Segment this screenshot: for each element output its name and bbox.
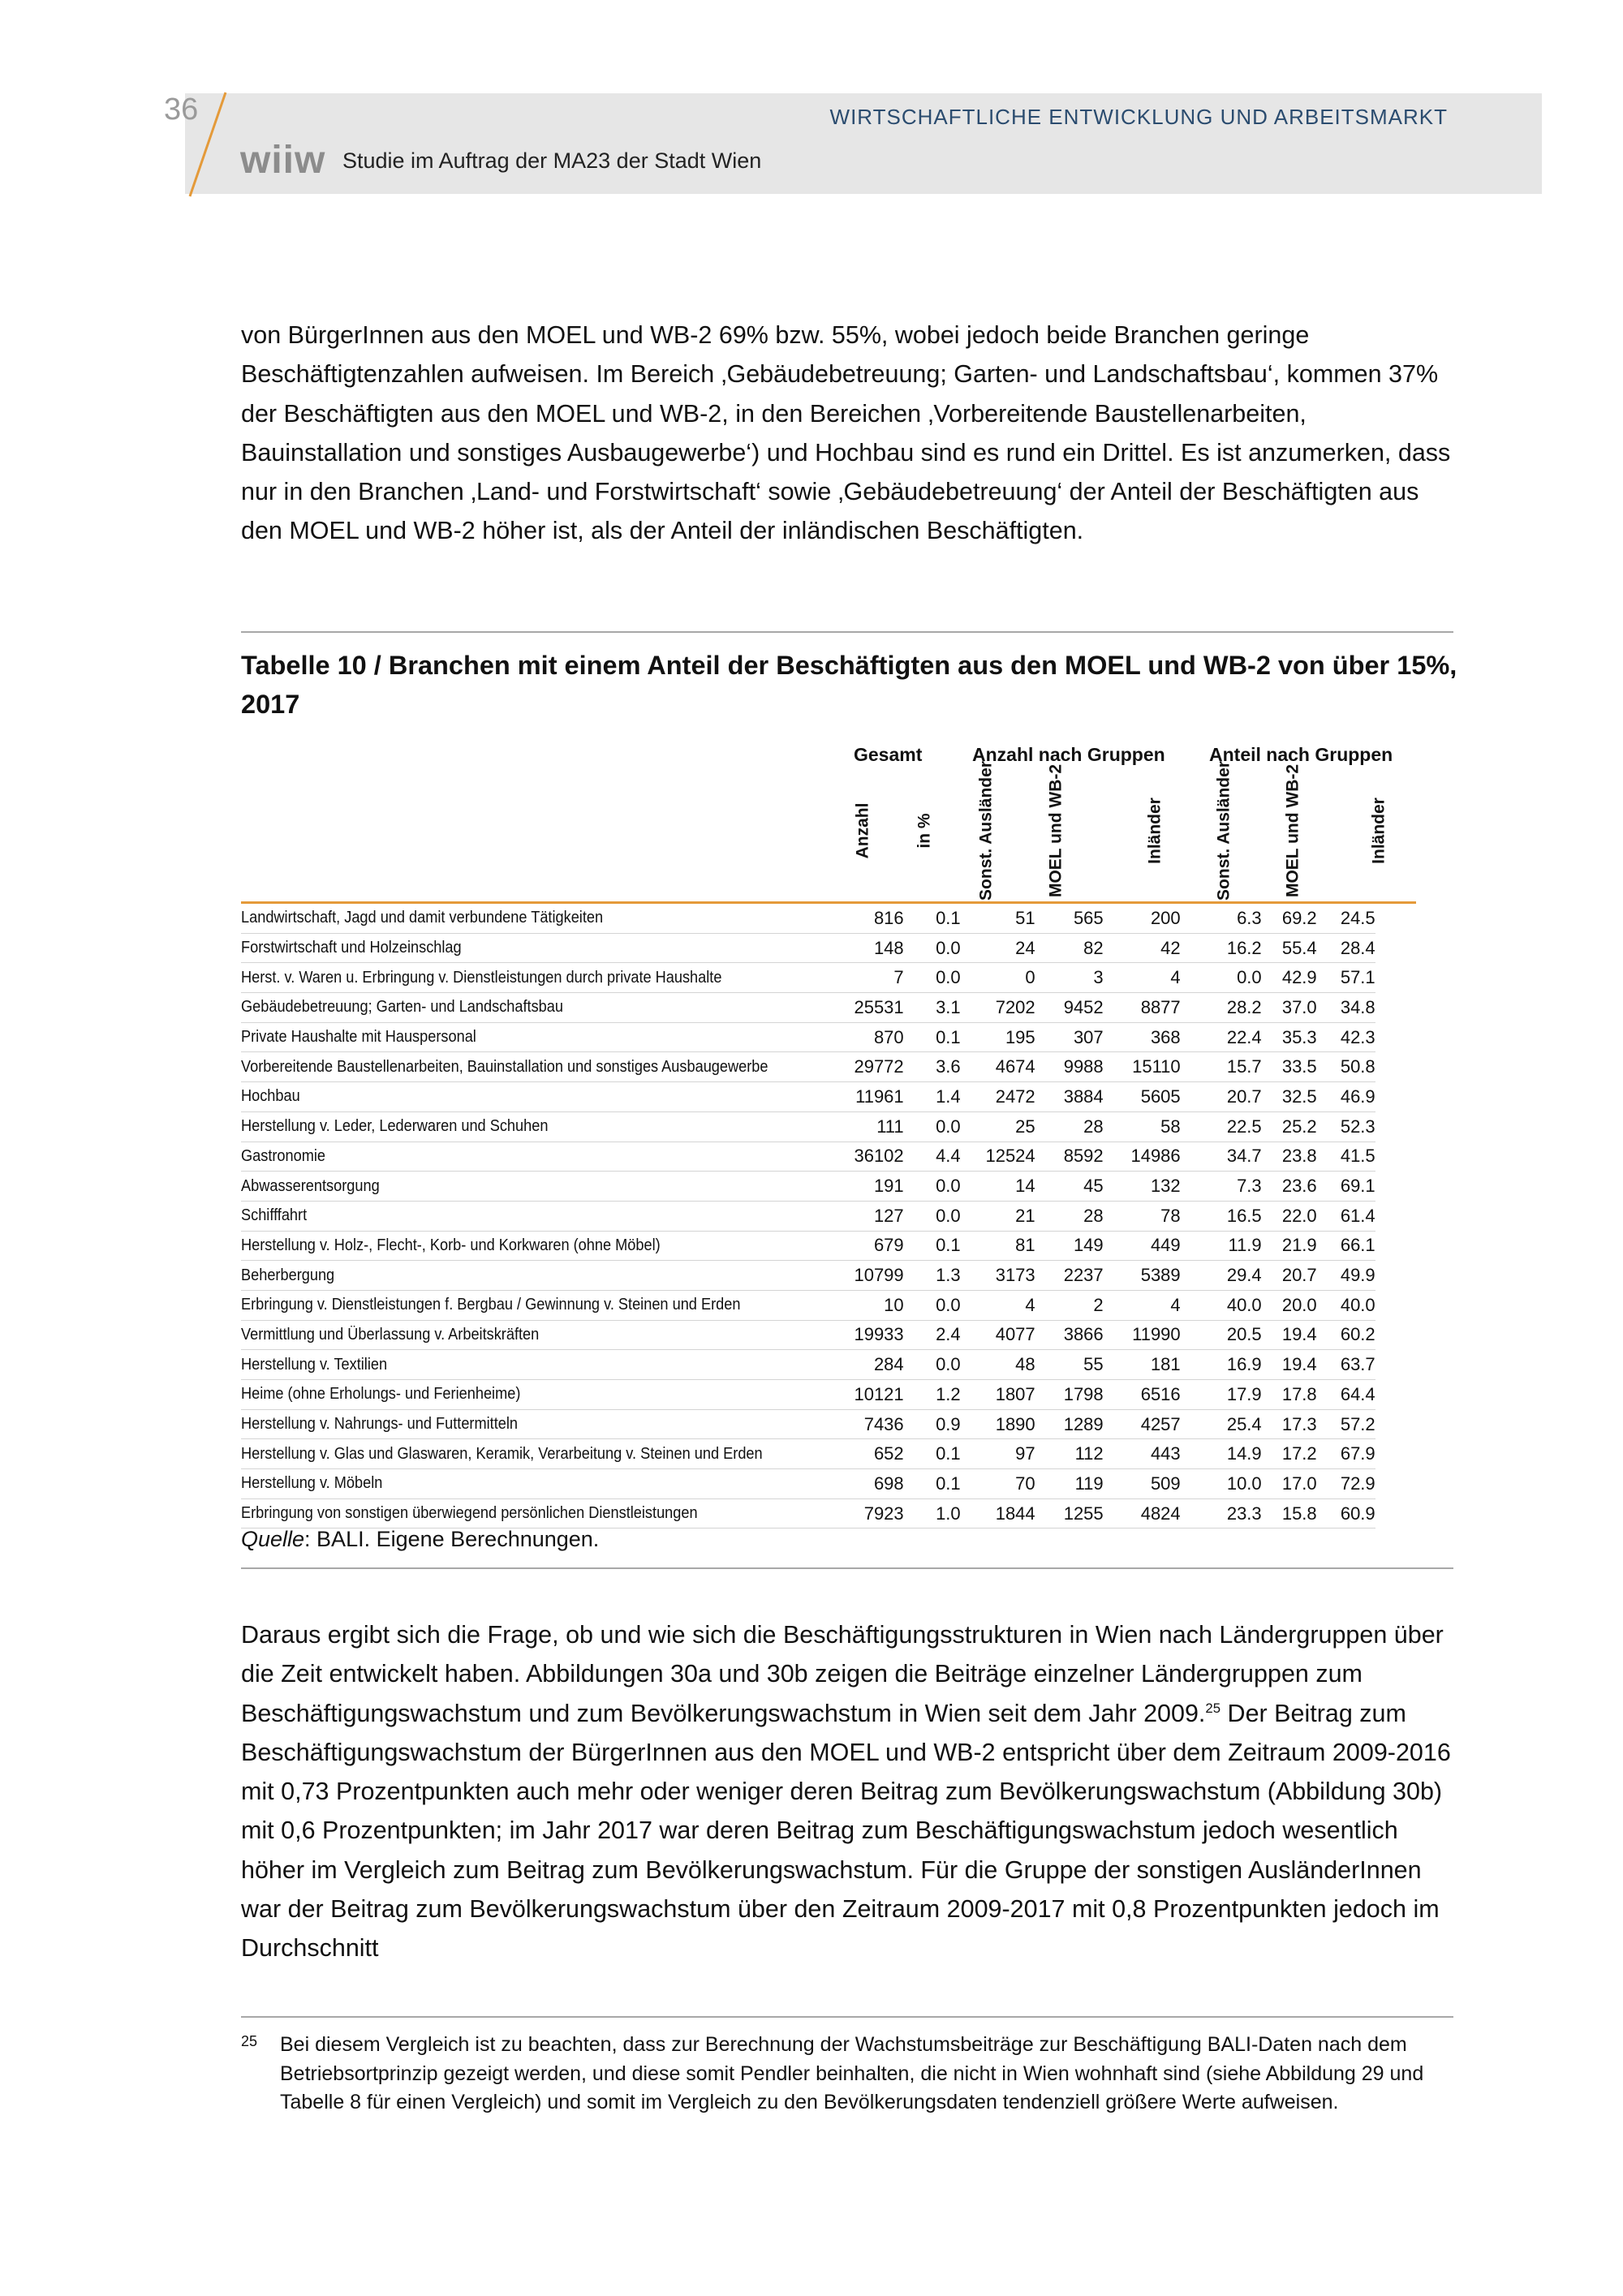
table-cell: 0.1	[904, 1469, 961, 1499]
table-cell: 9988	[1035, 1052, 1104, 1082]
row-label-text: Herstellung v. Nahrungs- und Futtermitteln	[241, 1415, 518, 1434]
table-cell: 443	[1104, 1439, 1181, 1469]
row-label-text: Herstellung v. Glas und Glaswaren, Keramik, Verarbeitung v. Steinen und Erden	[241, 1444, 763, 1463]
table-row	[241, 1498, 1375, 1529]
table-cell: 55.4	[1262, 933, 1317, 963]
column-header-label: Anzahl	[853, 802, 872, 859]
column-header	[1266, 763, 1319, 898]
table-cell: 0.1	[904, 1022, 961, 1052]
row-label	[241, 1350, 827, 1380]
table-cell: 32.5	[1262, 1082, 1317, 1112]
table-cell: 17.2	[1262, 1439, 1317, 1469]
body-paragraph-2	[241, 1615, 1453, 1968]
table-cell: 15.8	[1262, 1498, 1317, 1529]
table-cell: 4674	[961, 1052, 1035, 1082]
table-cell: 1.3	[904, 1261, 961, 1291]
group-header-anteil: Anteil nach Gruppen	[1209, 744, 1393, 765]
table-cell: 509	[1104, 1469, 1181, 1499]
table-cell: 23.8	[1262, 1142, 1317, 1172]
header-section-title: WIRTSCHAFTLICHE ENTWICKLUNG UND ARBEITSMARKT	[829, 105, 1448, 129]
table-row	[241, 904, 1375, 933]
table-cell: 368	[1104, 1022, 1181, 1052]
table-cell: 816	[827, 904, 904, 933]
table-cell: 41.5	[1317, 1142, 1375, 1172]
footnote-number: 25	[241, 2033, 258, 2049]
row-label	[241, 1290, 827, 1320]
table-cell: 34.7	[1181, 1142, 1262, 1172]
table-cell: 66.1	[1317, 1231, 1375, 1261]
column-header-label: Sonst. Ausländer	[1214, 761, 1233, 901]
table-cell: 97	[961, 1439, 1035, 1469]
row-label	[241, 1320, 827, 1350]
source-label: Quelle	[241, 1527, 305, 1551]
table-cell: 1.2	[904, 1380, 961, 1410]
table-cell: 63.7	[1317, 1350, 1375, 1380]
table-cell: 7.3	[1181, 1172, 1262, 1202]
table-cell: 69.1	[1317, 1172, 1375, 1202]
table-cell: 10	[827, 1290, 904, 1320]
table-cell: 11.9	[1181, 1231, 1262, 1261]
table-cell: 3866	[1035, 1320, 1104, 1350]
table-row	[241, 1409, 1375, 1439]
table-cell: 181	[1104, 1350, 1181, 1380]
row-label-text: Beherbergung	[241, 1266, 335, 1284]
paragraph-2-part-2: Der Beitrag zum Beschäftigungswachstum der BürgerInnen aus den MOEL und WB-2 entspricht über dem Zeitraum 2009-2016 mit 0,73 Prozentpunkten auch mehr oder weniger deren Beitrag zum Bevölkerungswachstum (Abbildung 30b) mit 0,6 Prozentpunkten; im Jahr 2017 war deren Beitrag zum Beschäftigungswachstum jedoch wesentlich höher im Vergleich zum Beitrag zum Bevölkerungswachstum. Für die Gruppe der sonstigen AusländerInnen war der Beitrag zum Bevölkerungswachstum über den Zeitraum 2009-2017 mit 0,8 Prozentpunkten jedoch im Durchschnitt	[241, 1699, 1451, 1963]
table-cell: 22.5	[1181, 1111, 1262, 1142]
column-header-label: in %	[915, 813, 934, 849]
table-cell: 679	[827, 1231, 904, 1261]
table-cell: 0.0	[904, 1172, 961, 1202]
column-header	[1352, 777, 1406, 884]
column-header	[1197, 761, 1251, 901]
table-cell: 60.9	[1317, 1498, 1375, 1529]
table-cell: 78	[1104, 1201, 1181, 1231]
table-cell: 565	[1035, 904, 1104, 933]
row-label	[241, 933, 827, 963]
row-label	[241, 993, 827, 1023]
table-cell: 42.9	[1262, 963, 1317, 993]
table-cell: 81	[961, 1231, 1035, 1261]
row-label-text: Vermittlung und Überlassung v. Arbeitskräften	[241, 1325, 540, 1344]
table-cell: 284	[827, 1350, 904, 1380]
row-label	[241, 1142, 827, 1172]
row-label-text: Gastronomie	[241, 1146, 326, 1165]
table-row	[241, 1350, 1375, 1380]
table-cell: 15.7	[1181, 1052, 1262, 1082]
table-cell: 12524	[961, 1142, 1035, 1172]
table-cell: 307	[1035, 1022, 1104, 1052]
table-cell: 111	[827, 1111, 904, 1142]
table-row	[241, 933, 1375, 963]
table-cell: 200	[1104, 904, 1181, 933]
table-cell: 3.6	[904, 1052, 961, 1082]
table-cell: 25531	[827, 993, 904, 1023]
table-cell: 127	[827, 1201, 904, 1231]
table-cell: 7202	[961, 993, 1035, 1023]
table-row	[241, 1320, 1375, 1350]
table-cell: 17.9	[1181, 1380, 1262, 1410]
table-cell: 17.0	[1262, 1469, 1317, 1499]
table-cell: 33.5	[1262, 1052, 1317, 1082]
table-cell: 0.9	[904, 1409, 961, 1439]
table-cell: 4077	[961, 1320, 1035, 1350]
table-cell: 40.0	[1317, 1290, 1375, 1320]
table-cell: 0	[961, 963, 1035, 993]
table-cell: 49.9	[1317, 1261, 1375, 1291]
table-title: Tabelle 10 / Branchen mit einem Anteil der Beschäftigten aus den MOEL und WB-2 von über 15%, 2017	[241, 651, 1457, 719]
table-cell: 25.2	[1262, 1111, 1317, 1142]
table-cell: 28	[1035, 1111, 1104, 1142]
paragraph-2-part-1: Daraus ergibt sich die Frage, ob und wie sich die Beschäftigungsstrukturen in Wien nach Ländergruppen über die Zeit entwickelt haben. Abbildungen 30a und 30b zeigen die Beiträge einzelner Ländergruppen zum Beschäftigungswachstum und zum Bevölkerungswachstum in Wien seit dem Jahr 2009.	[241, 1621, 1444, 1727]
column-header-label: Sonst. Ausländer	[976, 761, 996, 901]
table-cell: 24	[961, 933, 1035, 963]
table-cell: 25.4	[1181, 1409, 1262, 1439]
table-row	[241, 1231, 1375, 1261]
table-bottom-rule	[241, 1567, 1453, 1569]
row-label-text: Herstellung v. Holz-, Flecht-, Korb- und Korkwaren (ohne Möbel)	[241, 1236, 661, 1254]
table-cell: 1798	[1035, 1380, 1104, 1410]
row-label-text: Herst. v. Waren u. Erbringung v. Dienstleistungen durch private Haushalte	[241, 968, 722, 987]
row-label	[241, 1082, 827, 1112]
table-cell: 195	[961, 1022, 1035, 1052]
row-label-text: Landwirtschaft, Jagd und damit verbundene Tätigkeiten	[241, 909, 604, 927]
table-cell: 48	[961, 1350, 1035, 1380]
table-cell: 14986	[1104, 1142, 1181, 1172]
table-cell: 72.9	[1317, 1469, 1375, 1499]
table-cell: 36102	[827, 1142, 904, 1172]
column-header-label: Inländer	[1145, 798, 1165, 864]
table-cell: 1890	[961, 1409, 1035, 1439]
table-row	[241, 1290, 1375, 1320]
table-cell: 64.4	[1317, 1380, 1375, 1410]
table-cell: 29.4	[1181, 1261, 1262, 1291]
table-cell: 132	[1104, 1172, 1181, 1202]
table-cell: 2	[1035, 1290, 1104, 1320]
table-cell: 22.0	[1262, 1201, 1317, 1231]
table-cell: 55	[1035, 1350, 1104, 1380]
table-cell: 20.7	[1262, 1261, 1317, 1291]
table-row	[241, 1469, 1375, 1499]
table-row	[241, 1439, 1375, 1469]
table-cell: 2.4	[904, 1320, 961, 1350]
footnote-text: Bei diesem Vergleich ist zu beachten, dass zur Berechnung der Wachstumsbeiträge zur Beschäftigung BALI-Daten nach dem Betriebsortprinzip gezeigt werden, und diese somit Pendler beinhalten, die nicht in Wien wohnhaft sind (siehe Abbildung 29 und Tabelle 8 für einen Vergleich) und somit im Vergleich zu den Bevölkerungsdaten tendenziell größere Werte aufweisen.	[280, 2033, 1424, 2113]
source-text: : BALI. Eigene Berechnungen.	[304, 1527, 600, 1551]
table-cell: 119	[1035, 1469, 1104, 1499]
table-cell: 4824	[1104, 1498, 1181, 1529]
table-cell: 20.5	[1181, 1320, 1262, 1350]
table-cell: 60.2	[1317, 1320, 1375, 1350]
table-cell: 42	[1104, 933, 1181, 963]
row-label	[241, 1111, 827, 1142]
table-row	[241, 1201, 1375, 1231]
page-number: 36	[164, 92, 199, 127]
table-top-rule	[241, 631, 1453, 633]
table-cell: 61.4	[1317, 1201, 1375, 1231]
row-label-text: Erbringung von sonstigen überwiegend persönlichen Dienstleistungen	[241, 1504, 698, 1523]
table-cell: 191	[827, 1172, 904, 1202]
column-header-label: MOEL und WB-2	[1283, 763, 1302, 898]
row-label	[241, 1022, 827, 1052]
table-cell: 45	[1035, 1172, 1104, 1202]
table-cell: 20.7	[1181, 1082, 1262, 1112]
table-cell: 3173	[961, 1261, 1035, 1291]
table-cell: 52.3	[1317, 1111, 1375, 1142]
table-cell: 19.4	[1262, 1350, 1317, 1380]
table-cell: 0.0	[1181, 963, 1262, 993]
row-label-text: Heime (ohne Erholungs- und Ferienheime)	[241, 1385, 521, 1404]
table-cell: 0.0	[904, 1350, 961, 1380]
table-cell: 0.0	[904, 963, 961, 993]
table-cell: 8877	[1104, 993, 1181, 1023]
row-label-text: Gebäudebetreuung; Garten- und Landschaftsbau	[241, 998, 563, 1017]
table-cell: 7923	[827, 1498, 904, 1529]
table-cell: 0.0	[904, 1111, 961, 1142]
row-label	[241, 1409, 827, 1439]
table-cell: 40.0	[1181, 1290, 1262, 1320]
table-cell: 70	[961, 1469, 1035, 1499]
table-cell: 2472	[961, 1082, 1035, 1112]
table-cell: 11990	[1104, 1320, 1181, 1350]
table-cell: 25	[961, 1111, 1035, 1142]
table-cell: 4	[961, 1290, 1035, 1320]
table-cell: 10799	[827, 1261, 904, 1291]
table-cell: 7	[827, 963, 904, 993]
table-cell: 46.9	[1317, 1082, 1375, 1112]
table-cell: 4	[1104, 1290, 1181, 1320]
table-cell: 22.4	[1181, 1022, 1262, 1052]
table-cell: 14	[961, 1172, 1035, 1202]
table-row	[241, 963, 1375, 993]
table-cell: 19.4	[1262, 1320, 1317, 1350]
row-label	[241, 904, 827, 933]
row-label-text: Vorbereitende Baustellenarbeiten, Bauinstallation und sonstiges Ausbaugewerbe	[241, 1057, 768, 1076]
table-cell: 870	[827, 1022, 904, 1052]
table-cell: 0.1	[904, 904, 961, 933]
table-row	[241, 1172, 1375, 1202]
table-cell: 1.0	[904, 1498, 961, 1529]
wiiw-logo: wiiw	[240, 139, 326, 182]
table-cell: 28.4	[1317, 933, 1375, 963]
body-paragraph-1: von BürgerInnen aus den MOEL und WB-2 69% bzw. 55%, wobei jedoch beide Branchen geringe Beschäftigtenzahlen aufweisen. Im Bereich ‚Gebäudebetreuung; Garten- und Landschaftsbau‘, kommen 37% der Beschäftigten aus den MOEL und WB-2, in den Bereichen ‚Vorbereitende Baustellenarbeiten, Bauinstallation und sonstiges Ausbaugewerbe‘) und Hochbau sind es rund ein Drittel. Es ist anzumerken, dass nur in den Branchen ‚Land- und Forstwirtschaft‘ sowie ‚Gebäudebetreuung‘ der Anteil der Beschäftigten aus den MOEL und WB-2 höher ist, als der Anteil der inländischen Beschäftigten.	[241, 321, 1451, 545]
column-header	[1128, 777, 1182, 884]
table-cell: 148	[827, 933, 904, 963]
table-row	[241, 1142, 1375, 1172]
table-source	[241, 1527, 599, 1552]
table-cell: 7436	[827, 1409, 904, 1439]
table-row	[241, 1380, 1375, 1410]
row-label-text: Herstellung v. Leder, Lederwaren und Schuhen	[241, 1117, 549, 1136]
table-cell: 0.0	[904, 1290, 961, 1320]
row-label-text: Abwasserentsorgung	[241, 1176, 380, 1195]
table-cell: 0.1	[904, 1439, 961, 1469]
table-cell: 37.0	[1262, 993, 1317, 1023]
table-cell: 19933	[827, 1320, 904, 1350]
table-cell: 23.6	[1262, 1172, 1317, 1202]
row-label-text: Hochbau	[241, 1087, 300, 1106]
column-header	[1029, 763, 1083, 898]
table-cell: 6516	[1104, 1380, 1181, 1410]
row-label	[241, 1498, 827, 1529]
table-cell: 5389	[1104, 1261, 1181, 1291]
table-cell: 16.2	[1181, 933, 1262, 963]
table-cell: 28.2	[1181, 993, 1262, 1023]
table-cell: 3.1	[904, 993, 961, 1023]
row-label	[241, 1172, 827, 1202]
table-cell: 29772	[827, 1052, 904, 1082]
table-cell: 24.5	[1317, 904, 1375, 933]
table-cell: 16.5	[1181, 1201, 1262, 1231]
table-cell: 5605	[1104, 1082, 1181, 1112]
table-cell: 1844	[961, 1498, 1035, 1529]
table-cell: 58	[1104, 1111, 1181, 1142]
table-cell: 1.4	[904, 1082, 961, 1112]
table-cell: 698	[827, 1469, 904, 1499]
table-cell: 0.0	[904, 933, 961, 963]
table-cell: 449	[1104, 1231, 1181, 1261]
row-label	[241, 1231, 827, 1261]
table-cell: 2237	[1035, 1261, 1104, 1291]
table-row	[241, 993, 1375, 1023]
row-label-text: Herstellung v. Textilien	[241, 1355, 388, 1374]
group-header-anzahl: Anzahl nach Gruppen	[972, 744, 1165, 765]
table-cell: 11961	[827, 1082, 904, 1112]
footnote-separator	[241, 2016, 1453, 2018]
table-cell: 6.3	[1181, 904, 1262, 933]
table-row	[241, 1111, 1375, 1142]
footnote-reference[interactable]: 25	[1205, 1700, 1221, 1716]
table-cell: 4	[1104, 963, 1181, 993]
table-cell: 42.3	[1317, 1022, 1375, 1052]
table-cell: 1289	[1035, 1409, 1104, 1439]
row-label-text: Herstellung v. Möbeln	[241, 1474, 383, 1493]
table-cell: 3	[1035, 963, 1104, 993]
table-cell: 14.9	[1181, 1439, 1262, 1469]
table-cell: 0.0	[904, 1201, 961, 1231]
table-row	[241, 1261, 1375, 1291]
table-cell: 0.1	[904, 1231, 961, 1261]
table-cell: 9452	[1035, 993, 1104, 1023]
table-cell: 652	[827, 1439, 904, 1469]
table-cell: 50.8	[1317, 1052, 1375, 1082]
table-cell: 35.3	[1262, 1022, 1317, 1052]
table-cell: 23.3	[1181, 1498, 1262, 1529]
header-subtitle: Studie im Auftrag der MA23 der Stadt Wien	[342, 148, 762, 173]
column-header	[836, 777, 889, 884]
table-cell: 1807	[961, 1380, 1035, 1410]
row-label	[241, 1201, 827, 1231]
group-header-gesamt: Gesamt	[854, 744, 923, 765]
row-label	[241, 963, 827, 993]
table-cell: 10.0	[1181, 1469, 1262, 1499]
row-label	[241, 1439, 827, 1469]
column-header	[959, 761, 1013, 901]
table-cell: 17.8	[1262, 1380, 1317, 1410]
table-cell: 3884	[1035, 1082, 1104, 1112]
table-cell: 82	[1035, 933, 1104, 963]
table-cell: 28	[1035, 1201, 1104, 1231]
table-cell: 15110	[1104, 1052, 1181, 1082]
table-cell: 1255	[1035, 1498, 1104, 1529]
table-cell: 4.4	[904, 1142, 961, 1172]
table-row	[241, 1052, 1375, 1082]
row-label	[241, 1261, 827, 1291]
table-cell: 8592	[1035, 1142, 1104, 1172]
row-label-text: Schifffahrt	[241, 1206, 308, 1225]
table-cell: 20.0	[1262, 1290, 1317, 1320]
table-row	[241, 1082, 1375, 1112]
table-cell: 149	[1035, 1231, 1104, 1261]
table-cell: 57.2	[1317, 1409, 1375, 1439]
table-cell: 34.8	[1317, 993, 1375, 1023]
table-cell: 17.3	[1262, 1409, 1317, 1439]
table-row	[241, 1022, 1375, 1052]
table-cell: 21	[961, 1201, 1035, 1231]
table-cell: 51	[961, 904, 1035, 933]
row-label-text: Private Haushalte mit Hauspersonal	[241, 1028, 476, 1047]
row-label-text: Erbringung v. Dienstleistungen f. Bergbau / Gewinnung v. Steinen und Erden	[241, 1296, 741, 1314]
row-label	[241, 1380, 827, 1410]
table-cell: 69.2	[1262, 904, 1317, 933]
column-header-label: Inländer	[1369, 798, 1388, 864]
table-cell: 21.9	[1262, 1231, 1317, 1261]
row-label	[241, 1469, 827, 1499]
row-label-text: Forstwirtschaft und Holzeinschlag	[241, 939, 462, 957]
column-header	[898, 777, 951, 884]
table-cell: 16.9	[1181, 1350, 1262, 1380]
data-table	[241, 904, 1375, 1529]
column-header-label: MOEL und WB-2	[1046, 763, 1065, 898]
table-cell: 67.9	[1317, 1439, 1375, 1469]
table-cell: 10121	[827, 1380, 904, 1410]
row-label	[241, 1052, 827, 1082]
table-cell: 112	[1035, 1439, 1104, 1469]
table-cell: 4257	[1104, 1409, 1181, 1439]
table-cell: 57.1	[1317, 963, 1375, 993]
